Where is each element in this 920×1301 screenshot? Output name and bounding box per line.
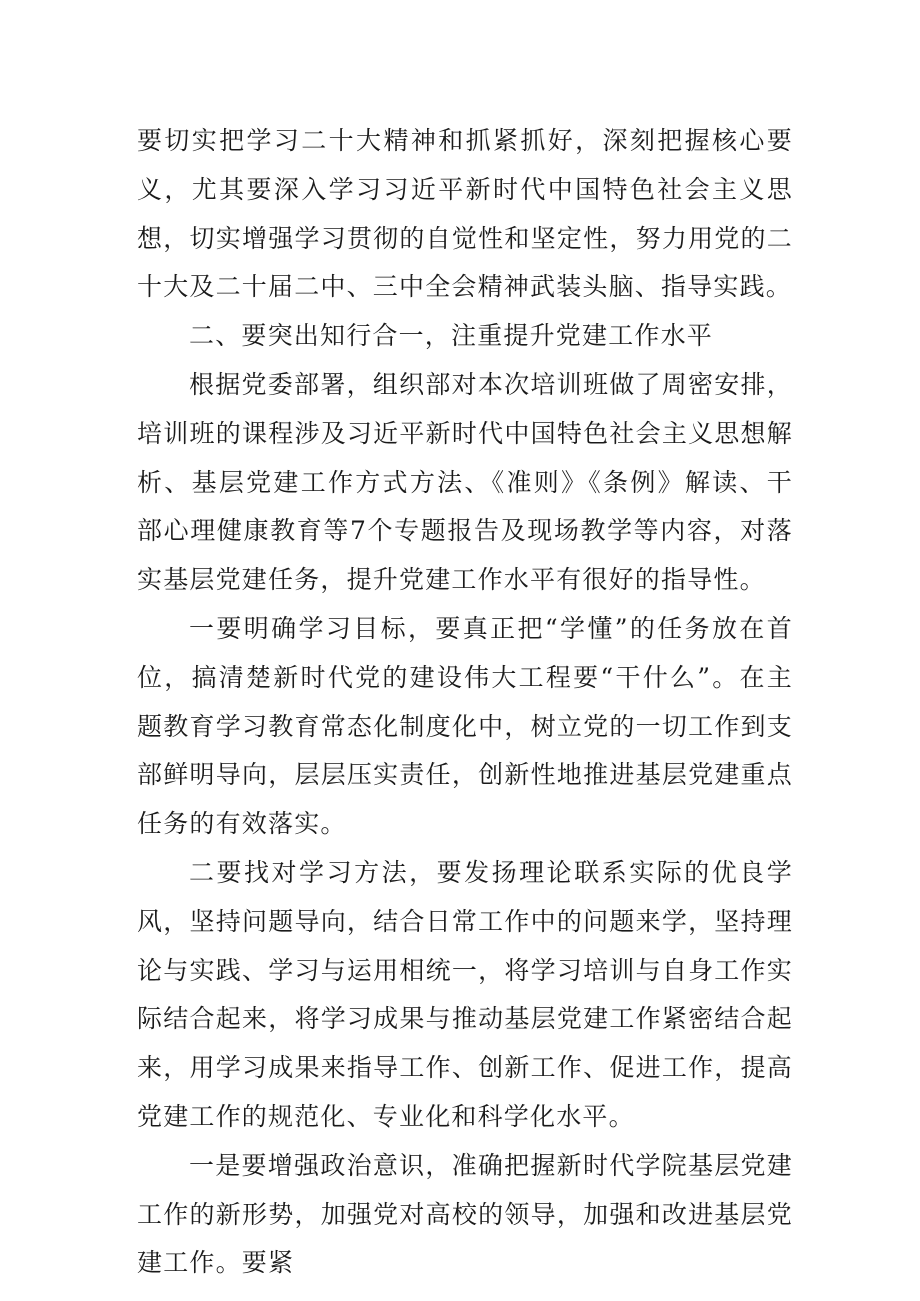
paragraph-political-awareness: 一是要增强政治意识，准确把握新时代学院基层党建工作的新形势，加强党对高校的领导，加强和改进基层党建工作。要紧	[137, 1150, 793, 1278]
paragraph-method: 二要找对学习方法，要发扬理论联系实际的优良学风，坚持问题导向，结合日常工作中的问题来学，坚持理论与实践、学习与运用相统一，将学习培训与自身工作实际结合起来，将学习成果与推动基层党建工作紧密结合起来，用学习成果来指导工作、创新工作、促进工作，提高党建工作的规范化、专业化和科学化水平。	[137, 857, 793, 1131]
paragraph-goal: 一要明确学习目标，要真正把“学懂”的任务放在首位，搞清楚新时代党的建设伟大工程要“干什么”。在主题教育学习教育常态化制度化中，树立党的一切工作到支部鲜明导向，层层压实责任，创新性地推进基层党建重点任务的有效落实。	[137, 613, 793, 839]
document-body	[137, 117, 793, 1288]
paragraph-arrangement: 根据党委部署，组织部对本次培训班做了周密安排，培训班的课程涉及习近平新时代中国特色社会主义思想解析、基层党建工作方式方法、《准则》《条例》解读、干部心理健康教育等7个专题报告及现场教学等内容，对落实基层党建任务，提升党建工作水平有很好的指导性。	[137, 369, 793, 595]
paragraph-continuation: 要切实把学习二十大精神和抓紧抓好，深刻把握核心要义，尤其要深入学习习近平新时代中国特色社会主义思想，切实增强学习贯彻的自觉性和坚定性，努力用党的二十大及二十届二中、三中全会精神武装头脑、指导实践。	[137, 126, 793, 302]
section-heading: 二、要突出知行合一，注重提升党建工作水平	[189, 321, 714, 351]
